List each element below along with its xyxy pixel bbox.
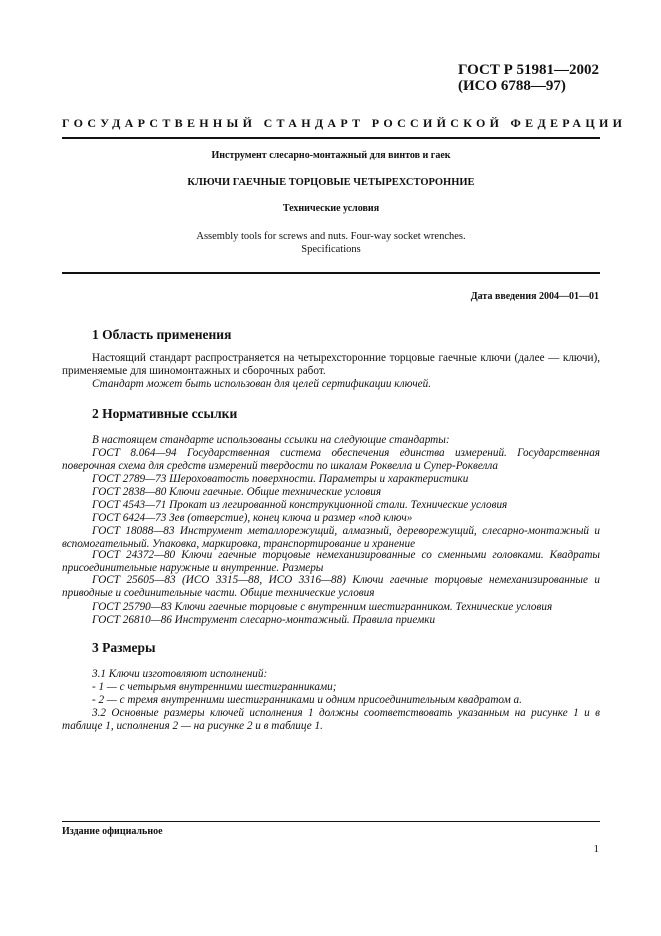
reference-item: ГОСТ 25790—83 Ключи гаечные торцовые с внутренним шестигранником. Технические условия (92, 601, 553, 613)
introduction-date: Дата введения 2004—01—01 (470, 291, 599, 302)
section-3-item: 3.2 Основные размеры ключей исполнения 1 должны соответствовать указанным на рисунке 1 и в таблице 1, исполнения 2 — на рисунке 2 и в таблице 1. (62, 707, 600, 733)
document-title: КЛЮЧИ ГАЕЧНЫЕ ТОРЦОВЫЕ ЧЕТЫРЕХСТОРОННИЕ (187, 177, 475, 188)
reference-item: ГОСТ 26810—86 Инструмент слесарно-монтажный. Правила приемки (92, 614, 436, 626)
iso-number: (ИСО 6788—97) (457, 78, 566, 94)
reference-item: ГОСТ 6424—73 Зев (отверстие), конец ключа и размер «под ключ» (92, 512, 413, 524)
divider-middle (62, 272, 600, 274)
subtitle-category: Инструмент слесарно-монтажный для винтов и гаек (211, 150, 451, 161)
section-2-heading: 2 Нормативные ссылки (92, 406, 238, 421)
section-3-item: - 2 — с тремя внутренними шестигранниками и одним присоединительным квадратом а. (92, 694, 522, 706)
state-standard-title: ГОСУДАРСТВЕННЫЙ СТАНДАРТ РОССИЙСКОЙ ФЕДЕРАЦИИ (62, 116, 627, 130)
section-1-paragraph-italic: Стандарт может быть использован для целей сертификации ключей. (92, 378, 432, 390)
references-intro: В настоящем стандарте использованы ссылки на следующие стандарты: (92, 434, 450, 446)
reference-item: ГОСТ 2789—73 Шероховатость поверхности. Параметры и характеристики (92, 473, 469, 485)
divider-top (62, 137, 600, 139)
section-1-heading: 1 Область применения (92, 327, 232, 342)
english-title-line1: Assembly tools for screws and nuts. Four-way socket wrenches. (196, 231, 466, 242)
section-3-item: - 1 — с четырьмя внутренними шестигранниками; (92, 681, 337, 693)
english-title-line2: Specifications (301, 244, 361, 255)
section-3-heading: 3 Размеры (92, 640, 156, 655)
reference-item: ГОСТ 8.064—94 Государственная система обеспечения единства измерений. Государственная поверочная схема для средств измерений твердости по шкалам Роквелла и Супер-Роквелла (62, 447, 600, 473)
section-1-paragraph: Настоящий стандарт распространяется на четырехсторонние торцовые гаечные ключи (далее — ключи), применяемые для шиномонтажных и сборочных работ. (62, 352, 600, 378)
official-edition-label: Издание официальное (62, 826, 163, 837)
reference-item: ГОСТ 4543—71 Прокат из легированной конструкционной стали. Технические условия (92, 499, 508, 511)
reference-item: ГОСТ 18088—83 Инструмент металлорежущий, алмазный, дереворежущий, слесарно-монтажный и вспомогательный. Упаковка, маркировка, транспортирование и хранение (62, 525, 600, 551)
reference-item: ГОСТ 25605—83 (ИСО 3315—88, ИСО 3316—88) Ключи гаечные торцовые немеханизированные и приводные и соединительные части. Общие технические условия (62, 574, 600, 600)
subtitle-specs: Технические условия (282, 203, 380, 214)
gost-number: ГОСТ Р 51981—2002 (457, 62, 599, 78)
divider-footer (62, 821, 600, 822)
reference-item: ГОСТ 24372—80 Ключи гаечные торцовые немеханизированные со сменными головками. Квадраты присоединительные наружные и внутренние. Размеры (62, 549, 600, 575)
page-number: 1 (593, 843, 599, 855)
reference-item: ГОСТ 2838—80 Ключи гаечные. Общие технические условия (92, 486, 382, 498)
section-3-item: 3.1 Ключи изготовляют исполнений: (92, 668, 268, 680)
english-title (62, 230, 600, 256)
gost-number-block (458, 62, 599, 94)
